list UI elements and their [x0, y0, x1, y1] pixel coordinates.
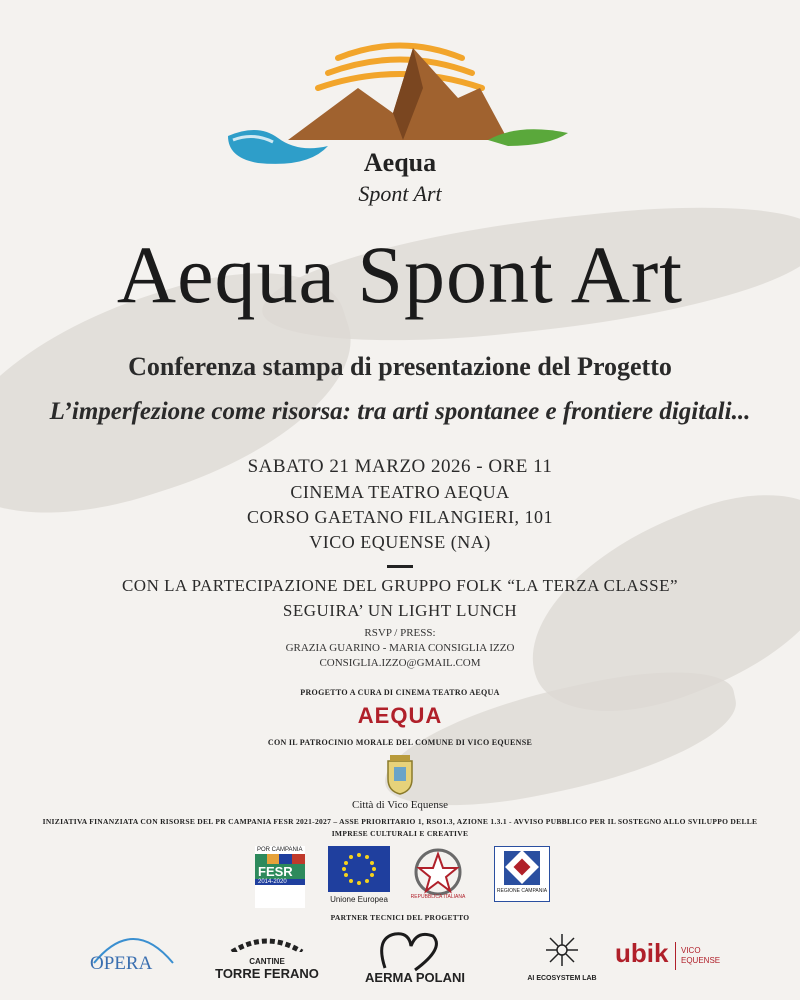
- eu-label: Unione Europea: [330, 895, 388, 904]
- fesr-logo: [255, 846, 305, 908]
- divider: [387, 565, 413, 568]
- rsvp-label: RSVP / PRESS:: [364, 627, 436, 639]
- por-label: POR CAMPANIA: [257, 847, 303, 853]
- italy-emblem-icon: [412, 846, 464, 902]
- ubik-side1: VICO: [681, 946, 701, 955]
- ai-ecosystem-logo: [520, 930, 604, 986]
- torre-ferano-logo: [212, 936, 322, 986]
- city-crest-icon: [384, 755, 416, 795]
- aerma-polani-logo: [345, 928, 485, 990]
- campania-label: REGIONE CAMPANIA: [496, 888, 548, 894]
- rsvp-names: GRAZIA GUARINO - MARIA CONSIGLIA IZZO: [285, 642, 515, 654]
- network-icon: [542, 930, 582, 970]
- ubik-label: ubik: [615, 938, 669, 968]
- italy-label: REPUBBLICA ITALIANA: [410, 894, 466, 900]
- opera-label: OPERA: [90, 953, 153, 974]
- event-venue: CINEMA TEATRO AEQUA: [290, 482, 510, 502]
- ubik-logo: [615, 938, 725, 978]
- opera-logo: [86, 925, 181, 985]
- ubik-side2: EQUENSE: [681, 956, 721, 965]
- fesr-label: FESR: [255, 864, 305, 879]
- aequa-red-logo: AEQUA: [357, 703, 443, 728]
- partners-label: PARTNER TECNICI DEL PROGETTO: [330, 913, 470, 922]
- subtitle: Conferenza stampa di presentazione del Progetto: [128, 352, 672, 381]
- logo-name: Aequa: [363, 148, 437, 177]
- project-by: PROGETTO A CURA DI CINEMA TEATRO AEQUA: [300, 688, 500, 697]
- participation: CON LA PARTECIPAZIONE DEL GRUPPO FOLK “LA TERZA CLASSE”: [121, 576, 679, 595]
- funding-line-2: IMPRESE CULTURALI E CREATIVE: [331, 829, 469, 838]
- aerma-label: AERMA POLANI: [365, 970, 465, 985]
- patronage: CON IL PATROCINIO MORALE DEL COMUNE DI VICO EQUENSE: [267, 738, 533, 747]
- event-city: VICO EQUENSE (NA): [309, 532, 491, 552]
- ai-label: AI ECOSYSTEM LAB: [527, 975, 597, 982]
- tagline: L’imperfezione come risorsa: tra arti spontanee e frontiere digitali...: [49, 398, 751, 425]
- event-date: SABATO 21 MARZO 2026 - ORE 11: [247, 456, 553, 477]
- light-lunch: SEGUIRA’ UN LIGHT LUNCH: [282, 601, 518, 620]
- city-caption: Città di Vico Equense: [352, 799, 448, 811]
- fesr-years: 2014-2020: [255, 879, 305, 885]
- torre-ferano-label: TORRE FERANO: [215, 966, 319, 981]
- funding-line-1: INIZIATIVA FINANZIATA CON RISORSE DEL PR CAMPANIA FESR 2021-2027 – ASSE PRIORITARIO 1, RSO1.3, AZIONE 1.3.1 - AVVISO PUBBLICO PER IL SOSTEGNO ALLO SVILUPPO DELLE: [42, 817, 758, 826]
- cantine-label: CANTINE: [249, 957, 285, 966]
- page-title: Aequa Spont Art: [116, 229, 684, 320]
- aequa-spont-art-logo: [218, 28, 582, 218]
- campania-logo: [494, 846, 550, 902]
- eu-flag-icon: [328, 846, 390, 892]
- event-address: CORSO GAETANO FILANGIERI, 101: [246, 507, 554, 527]
- rsvp-email[interactable]: CONSIGLIA.IZZO@GMAIL.COM: [319, 657, 481, 669]
- logo-tagline: Spont Art: [358, 181, 442, 206]
